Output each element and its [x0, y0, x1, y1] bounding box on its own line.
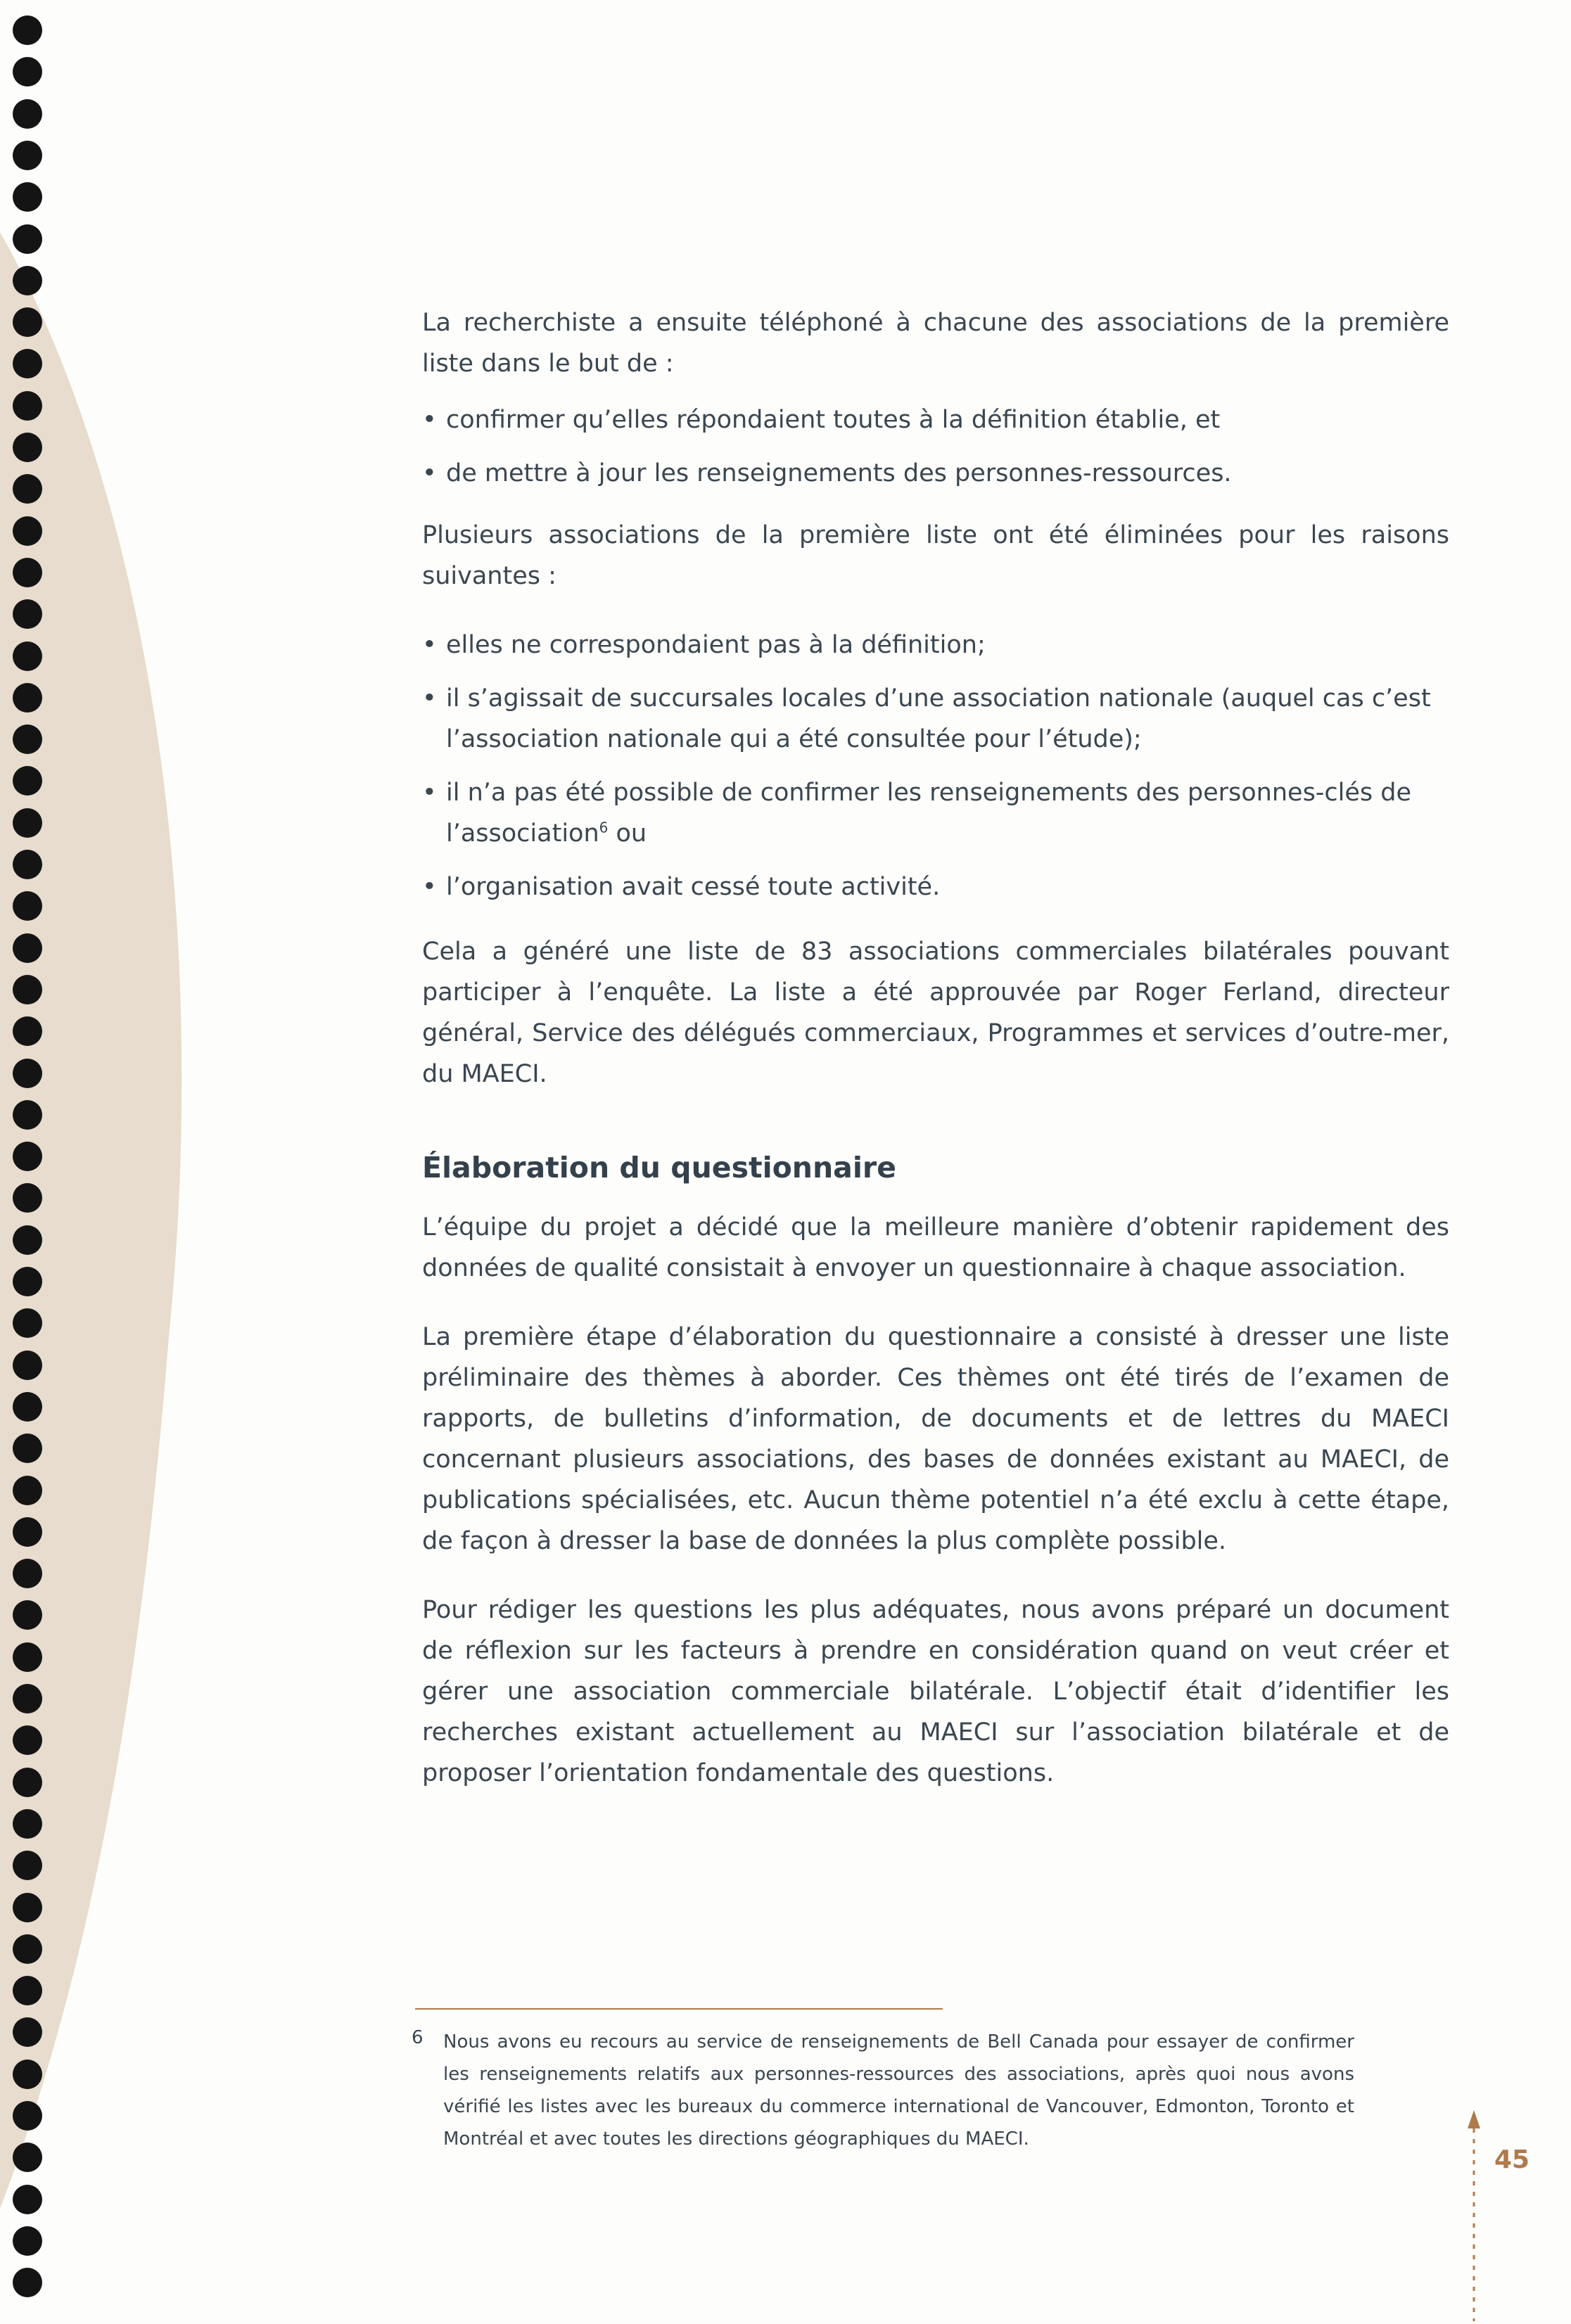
binding-hole — [13, 1100, 42, 1130]
arrow-up-icon — [1463, 2110, 1484, 2321]
intro-paragraph: La recherchiste a ensuite téléphoné à chacune des associations de la première liste dans le but de : — [422, 309, 1449, 378]
binding-hole — [13, 2226, 42, 2256]
main-text — [422, 302, 1449, 1794]
binding-hole — [13, 1183, 42, 1213]
binding-hole — [13, 1893, 42, 1922]
binding-hole — [13, 1809, 42, 1839]
footnote-divider — [415, 2008, 943, 2010]
binding-hole — [13, 1434, 42, 1463]
list-item: • il s’agissait de succursales locales d’une association nationale (auquel cas c’est l’association nationale qui a été consultée pour l’étude); — [422, 678, 1449, 760]
binding-hole — [13, 433, 42, 462]
binding-hole — [13, 766, 42, 796]
section-paragraph: La première étape d’élaboration du questionnaire a consisté à dresser une liste préliminaire des thèmes à aborder. Ces thèmes ont été tirés de l’examen de rapports, de bulletins d’information, de documents et de lettres du MAECI concernant plusieurs associations, des bases de données existant au MAECI, de publications spécialisées, etc. Aucun thème potentiel n’a été exclu à cette étape, de façon à dresser la base de données la plus complète possible. — [422, 1323, 1449, 1555]
binding-hole — [13, 850, 42, 879]
binding-hole — [13, 1267, 42, 1296]
binding-hole — [13, 391, 42, 421]
binding-hole — [13, 1600, 42, 1630]
reasons-list — [422, 625, 1449, 907]
binding-hole — [13, 2101, 42, 2131]
binding-hole — [13, 474, 42, 504]
binding-hole — [13, 307, 42, 337]
binding-hole — [13, 1351, 42, 1380]
list-item: • confirmer qu’elles répondaient toutes à la définition établie, et — [422, 400, 1449, 440]
list-item: • elles ne correspondaient pas à la définition; — [422, 625, 1449, 665]
binding-hole — [13, 57, 42, 87]
binding-hole — [13, 891, 42, 921]
section-heading: Élaboration du questionnaire — [422, 1151, 896, 1185]
binding-hole — [13, 1851, 42, 1880]
binding-hole — [13, 975, 42, 1004]
binding-hole — [13, 1934, 42, 1964]
binding-hole — [13, 1308, 42, 1338]
binding-hole — [13, 1225, 42, 1255]
binding-hole — [13, 224, 42, 254]
binding-hole — [13, 599, 42, 629]
binding-hole — [13, 1517, 42, 1547]
page-number: 45 — [1494, 2145, 1530, 2174]
list-item: • l’organisation avait cessé toute activité. — [422, 867, 1449, 907]
binding-hole — [13, 1725, 42, 1755]
reason-tail: ou — [608, 819, 647, 848]
binding-hole — [13, 641, 42, 671]
binding-hole — [13, 141, 42, 170]
footnote — [412, 2026, 1354, 2155]
list-item: • de mettre à jour les renseignements des personnes-ressources. — [422, 453, 1449, 494]
binding-hole — [13, 99, 42, 129]
binding-hole — [13, 1768, 42, 1797]
binding-hole — [13, 1976, 42, 2005]
binding-hole — [13, 182, 42, 212]
result-paragraph: Cela a généré une liste de 83 associations commerciales bilatérales pouvant participer à l’enquête. La liste a été approuvée par Roger Ferland, directeur général, Service des délégués commerciaux, Programmes et services d’outre-mer, du MAECI. — [422, 938, 1449, 1088]
binding-hole — [13, 2268, 42, 2297]
footnote-number: 6 — [412, 2027, 424, 2048]
section-paragraph: Pour rédiger les questions les plus adéquates, nous avons préparé un document de réflexion sur les facteurs à prendre en considération quand on veut créer et gérer une association commerciale bilatérale. L’objectif était d’identifier les recherches existant actuellement au MAECI sur l’association bilatérale et de proposer l’orientation fondamentale des questions. — [422, 1596, 1449, 1787]
binding-hole — [13, 1476, 42, 1505]
binding-hole — [13, 349, 42, 378]
binding-hole — [13, 2185, 42, 2214]
binding-hole — [13, 1642, 42, 1672]
binding-hole — [13, 1142, 42, 1171]
binding-hole — [13, 724, 42, 754]
list-item — [422, 772, 1449, 854]
binding-hole — [13, 1559, 42, 1588]
binding-hole — [13, 683, 42, 713]
binding-hole — [13, 2060, 42, 2089]
binding-hole — [13, 808, 42, 838]
spiral-binding — [0, 0, 63, 2324]
goals-list — [422, 400, 1449, 494]
binding-hole — [13, 933, 42, 963]
binding-hole — [13, 2143, 42, 2172]
binding-hole — [13, 516, 42, 546]
section-paragraph: L’équipe du projet a décidé que la meilleure manière d’obtenir rapidement des données de qualité consistait à envoyer un questionnaire à chaque association. — [422, 1213, 1449, 1282]
binding-hole — [13, 1059, 42, 1088]
binding-hole — [13, 1392, 42, 1422]
binding-hole — [13, 2017, 42, 2047]
footnote-reference: 6 — [599, 819, 609, 836]
reason-text: il n’a pas été possible de confirmer les renseignements des personnes-clés de l’association — [446, 779, 1412, 848]
binding-hole — [13, 266, 42, 295]
binding-hole — [13, 15, 42, 45]
binding-hole — [13, 1016, 42, 1046]
binding-hole — [13, 558, 42, 587]
footnote-text: Nous avons eu recours au service de renseignements de Bell Canada pour essayer de confirmer les renseignements relatifs aux personnes-ressources des associations, après quoi nous avons vérifié les listes avec les bureaux du commerce international de Vancouver, Edmonton, Toronto et Montréal et avec toutes les directions géographiques du MAECI. — [443, 2031, 1354, 2150]
binding-hole — [13, 1684, 42, 1713]
elimination-intro: Plusieurs associations de la première liste ont été éliminées pour les raisons suivantes : — [422, 521, 1449, 590]
